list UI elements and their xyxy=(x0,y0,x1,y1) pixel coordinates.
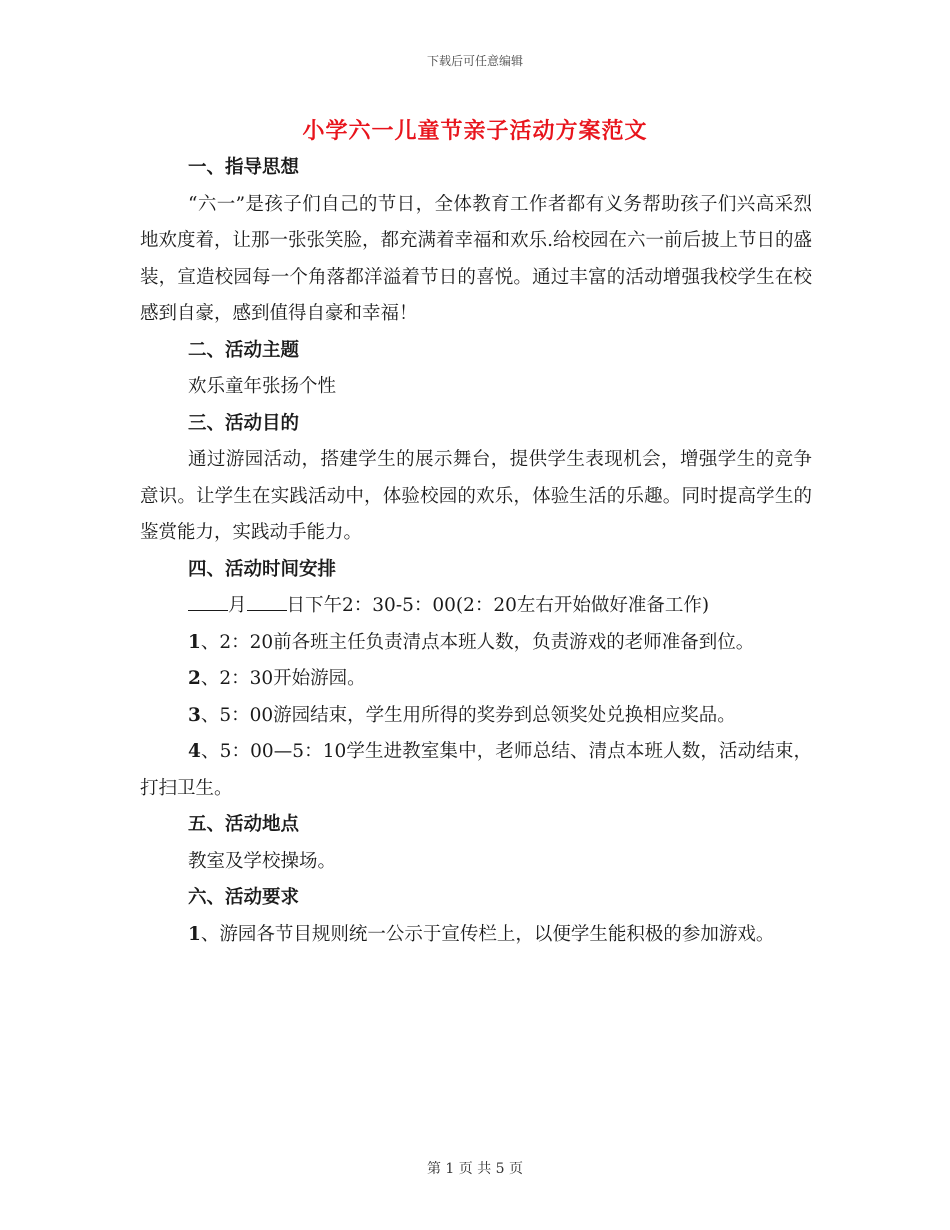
section-paragraph: 通过游园活动，搭建学生的展示舞台，提供学生表现机会，增强学生的竞争意识。让学生在实践活动中，体验校园的欢乐，体验生活的乐趣。同时提高学生的鉴赏能力，实践动手能力。 xyxy=(140,449,812,543)
list-item-text: 、5：00—5：10学生进教室集中，老师总结、清点本班人数，活动结束，打扫卫生。 xyxy=(140,741,812,799)
section-heading: 三、活动目的 xyxy=(188,412,300,434)
page-footer: 第 1 页 共 5 页 xyxy=(426,1161,524,1177)
section-paragraph: “六一”是孩子们自己的节日，全体教育工作者都有义务帮助孩子们兴高采烈地欢度着，让那一张张笑脸，都充满着幸福和欢乐.给校园在六一前后披上节日的盛装，宣造校园每一个角落都洋溢着节日的喜悦。通过丰富的活动增强我校学生在校感到自豪，感到值得自豪和幸福！ xyxy=(140,193,812,324)
list-item xyxy=(140,734,812,807)
section-heading: 一、指导思想 xyxy=(188,157,300,178)
list-item-number: 1 xyxy=(188,631,201,653)
list-item xyxy=(140,625,812,662)
list-item-number: 1 xyxy=(188,923,201,945)
list-item-text: 、2：30开始游园。 xyxy=(200,668,366,689)
schedule-month-label: 月 xyxy=(228,595,247,616)
section-heading: 四、活动时间安排 xyxy=(188,558,337,580)
day-blank xyxy=(247,592,287,611)
section-heading: 六、活动要求 xyxy=(188,887,300,908)
section-heading: 五、活动地点 xyxy=(188,814,300,835)
list-item xyxy=(140,661,812,698)
list-item-number: 2 xyxy=(188,668,201,689)
list-item-number: 4 xyxy=(188,741,201,762)
list-item-number: 3 xyxy=(188,704,201,726)
section-paragraph: 欢乐童年张扬个性 xyxy=(188,376,337,397)
list-item-text: 、2：20前各班主任负责清点本班人数，负责游戏的老师准备到位。 xyxy=(200,631,755,653)
list-item xyxy=(140,917,812,954)
list-item xyxy=(140,698,812,735)
list-item-text: 、5：00游园结束，学生用所得的奖券到总领奖处兑换相应奖品。 xyxy=(200,704,736,726)
schedule-line xyxy=(140,588,812,625)
header-note: 下载后可任意编辑 xyxy=(426,54,523,68)
list-item-text: 、游园各节目规则统一公示于宣传栏上，以便学生能积极的参加游戏。 xyxy=(200,923,775,945)
schedule-rest: 日下午2：30-5：00(2：20左右开始做好准备工作) xyxy=(286,595,710,616)
section-paragraph: 教室及学校操场。 xyxy=(188,850,337,872)
section-heading: 二、活动主题 xyxy=(188,339,300,361)
document-body xyxy=(140,150,812,953)
document-title: 小学六一儿童节亲子活动方案范文 xyxy=(302,118,648,144)
month-blank xyxy=(188,592,228,611)
